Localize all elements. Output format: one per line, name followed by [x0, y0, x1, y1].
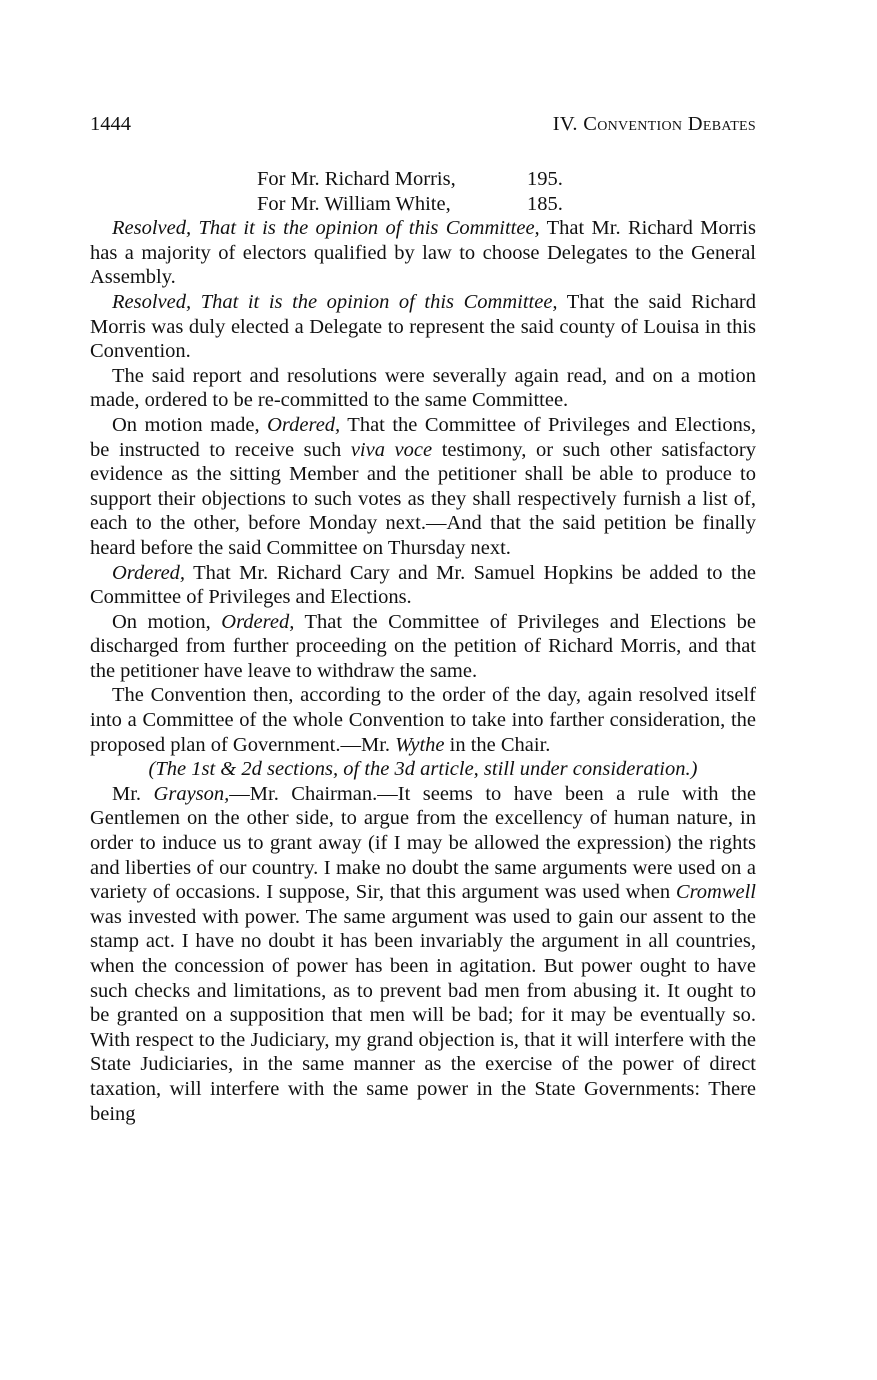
page-number: 1444	[90, 113, 131, 135]
sections-note: (The 1st & 2d sections, of the 3d article, still under consideration.)	[148, 758, 698, 781]
paragraph-convention-resolved: The Convention then, according to the order of the day, again resolved itself into a Committee of the whole Convention to take into farther consideration, the proposed plan of Government.—Mr. Wythe in the Chair.	[90, 684, 756, 756]
vote-count: 185.	[527, 192, 563, 215]
paragraph-ordered-committee-added: Ordered, That Mr. Richard Cary and Mr. Samuel Hopkins be added to the Committee of Privileges and Elections.	[90, 561, 756, 609]
vote-row	[90, 167, 756, 192]
document-page	[90, 113, 756, 1126]
running-head: IV. Convention Debates	[552, 113, 756, 135]
paragraph-grayson-speech: Mr. Grayson,—Mr. Chairman.—It seems to have been a rule with the Gentlemen on the other side, to argue from the excellency of human nature, in order to induce us to grant away (if I may be allowed the expression) the rights and liberties of our country. I make no doubt the same arguments were used on a variety of occasions. I suppose, Sir, that this argument was used when Cromwell was invested with power. The same argument was used to gain our assent to the stamp act. I have no doubt it has been invariably the argument in all countries, when the concession of power has been in agitation. But power ought to have such checks and limitations, as to prevent bad men from abusing it. It ought to be granted on a supposition that men will be bad; for it may be eventually so. With respect to the Judiciary, my grand objection is, that it will interfere with the State Judiciaries, in the same manner as the exercise of the power of direct taxation, will interfere with the same power in the State Governments: There being	[90, 782, 756, 1125]
paragraph-motion-testimony: On motion made, Ordered, That the Committee of Privileges and Elections, be instructed to receive such viva voce testimony, or such other satisfactory evidence as the sitting Member and the petitioner shall be able to produce to support their objections to such votes as they shall respectively furnish a list of, each to the other, before Monday next.—And that the said petition be finally heard before the said Committee on Thursday next.	[90, 413, 756, 559]
vote-candidate: For Mr. William White,	[257, 192, 451, 215]
paragraph-report-recommitted: The said report and resolutions were severally again read, and on a motion made, ordered to be re-committed to the same Committee.	[90, 364, 756, 412]
paragraph-motion-discharged: On motion, Ordered, That the Committee of Privileges and Elections be discharged from further proceeding on the petition of Richard Morris, and that the petitioner have leave to withdraw the same.	[90, 610, 756, 682]
paragraph-resolved-majority: Resolved, That it is the opinion of this Committee, That Mr. Richard Morris has a majority of electors qualified by law to choose Delegates to the General Assembly.	[90, 217, 756, 289]
paragraph-resolved-elected: Resolved, That it is the opinion of this Committee, That the said Richard Morris was duly elected a Delegate to represent the said county of Louisa in this Convention.	[90, 290, 756, 363]
vote-candidate: For Mr. Richard Morris,	[257, 168, 456, 190]
vote-count: 195.	[527, 168, 563, 190]
vote-row	[90, 192, 756, 217]
page-header	[90, 113, 756, 143]
body-text	[90, 167, 756, 1126]
